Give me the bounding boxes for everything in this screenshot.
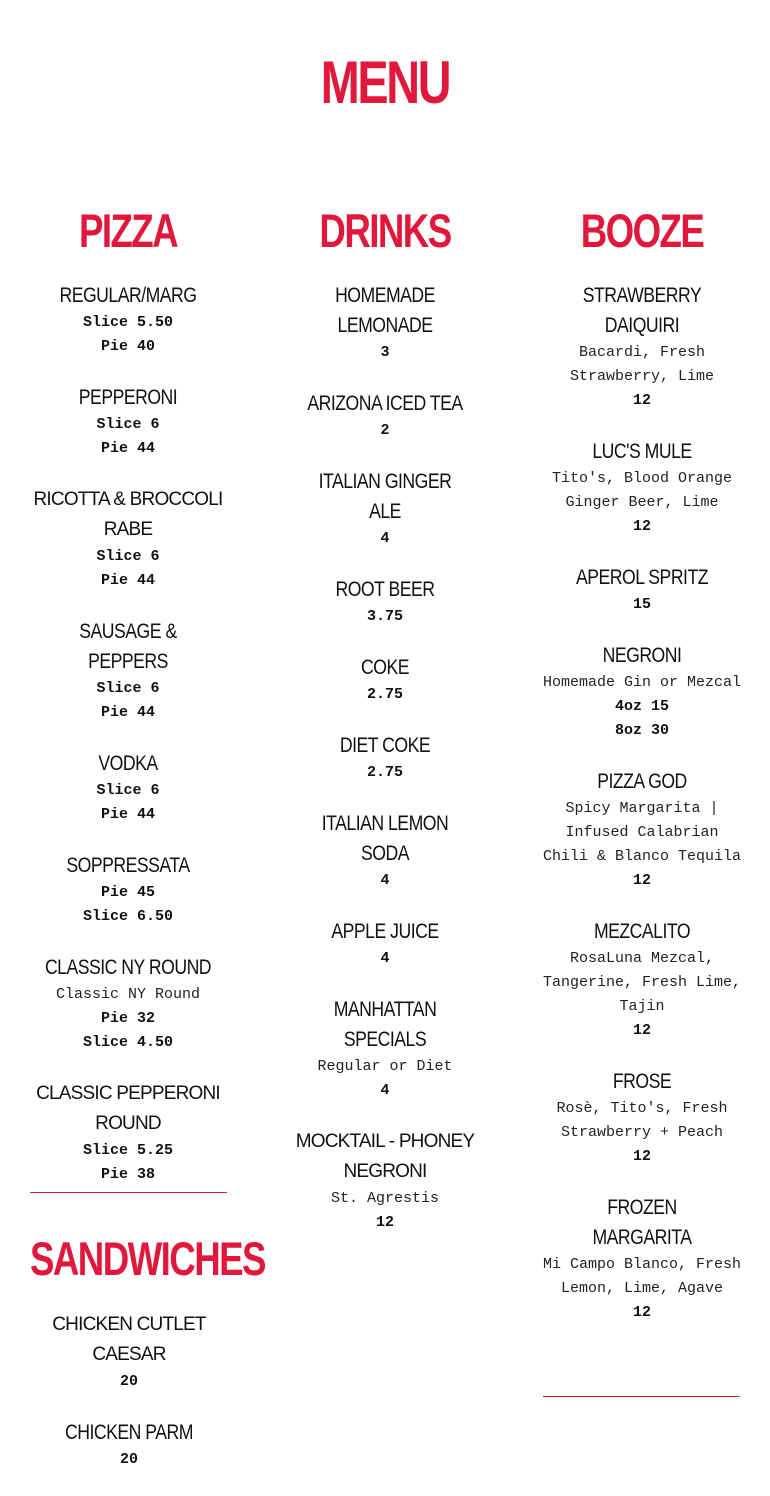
menu-item-description: Homemade Gin or Mezcal [542,674,742,691]
menu-item-name: DIET COKE [339,734,431,757]
menu-item-name: FROSE [612,1070,672,1093]
menu-item [30,1418,228,1472]
menu-item [285,389,485,443]
menu-item-name: CHICKEN CUTLET CAESAR [52,1314,206,1365]
menu-item-price: 12 [632,1148,651,1165]
menu-item-price: 12 [632,1304,651,1321]
menu-item [28,281,228,359]
menu-item-name: ROOT BEER [335,578,435,601]
menu-item-price: 4 [380,1082,390,1099]
menu-item [285,281,485,365]
booze-heading: BOOZE [580,204,704,257]
menu-item-name: CLASSIC NY ROUND [44,956,212,979]
menu-item-name: PIZZA GOD [597,770,687,793]
menu-item-price: 3 [380,344,390,361]
menu-item [285,467,485,551]
menu-item [28,485,228,593]
menu-item [542,1067,742,1169]
menu-item-description: RosaLuna Mezcal, Tangerine, Fresh Lime, Tajin [542,950,742,1015]
sandwiches-heading: SANDWICHES [30,1232,265,1285]
menu-item-price: 8oz 30 [614,722,669,739]
booze-column [542,200,742,1349]
menu-item-name: ARIZONA ICED TEA [307,392,463,415]
menu-item-price: 12 [375,1214,394,1231]
menu-item-name: ITALIAN GINGER ALE [318,470,452,523]
menu-item-name: RICOTTA & BROCCOLI RABE [33,489,223,540]
sandwiches-section [30,1228,265,1496]
menu-item-name: CHICKEN PARM [65,1421,193,1444]
menu-item [28,953,228,1055]
menu-item-description: Rosè, Tito's, Fresh Strawberry + Peach [556,1100,728,1141]
drinks-items [285,281,485,1235]
menu-item [285,575,485,629]
menu-item-price: 4 [380,530,390,547]
page-title: MENU [320,49,450,116]
menu-item [285,1127,485,1235]
menu-item-price: Slice 6 [96,782,160,799]
menu-item [542,281,742,413]
menu-item-name: SAUSAGE & PEPPERS [79,620,177,673]
menu-item [285,653,485,707]
menu-item-price: 15 [632,596,651,613]
pizza-items [28,281,228,1187]
menu-item [542,641,742,743]
menu-item-price: 4 [380,872,390,889]
menu-item-name: MEZCALITO [593,920,691,943]
drinks-heading: DRINKS [319,204,451,257]
drinks-column [285,200,485,1259]
menu-item [285,995,485,1103]
menu-item-price: Slice 5.25 [82,1142,173,1159]
sandwiches-items [30,1310,228,1472]
menu-item-name: APPLE JUICE [331,920,439,943]
menu-item-price: Slice 4.50 [82,1034,173,1051]
booze-divider [543,1396,740,1397]
menu-item-price: Pie 45 [100,884,155,901]
menu-item-price: 3.75 [366,608,403,625]
menu-item-name: APEROL SPRITZ [576,566,708,589]
menu-item [542,917,742,1043]
pizza-divider [30,1192,227,1193]
menu-item [28,383,228,461]
menu-item [30,1310,228,1394]
menu-item-name: COKE [361,656,409,679]
menu-item-price: 20 [119,1373,138,1390]
menu-item-name: LUC'S MULE [592,440,692,463]
menu-item-description: Regular or Diet [317,1058,453,1075]
menu-item-price: 2.75 [366,764,403,781]
menu-item-price: Pie 44 [100,704,155,721]
menu-item-price: Pie 38 [100,1166,155,1183]
menu-item-name: FROZEN MARGARITA [592,1196,692,1249]
menu-item-price: Pie 44 [100,806,155,823]
menu-item-price: 2 [380,422,390,439]
booze-items [542,281,742,1325]
menu-item-price: 4oz 15 [614,698,669,715]
menu-item-price: Slice 6 [96,548,160,565]
menu-item [542,437,742,539]
menu-item-price: 12 [632,872,651,889]
menu-item-name: SOPPRESSATA [66,854,190,877]
menu-item [285,917,485,971]
menu-item-description: Spicy Margarita | Infused Calabrian Chili & Blanco Tequila [542,800,742,865]
menu-item-name: NEGRONI [602,644,682,667]
menu-item-price: Slice 6.50 [82,908,173,925]
menu-item-price: Slice 6 [96,416,160,433]
menu-item [285,809,485,893]
menu-item [542,767,742,893]
menu-item-name: MANHATTAN SPECIALS [333,998,437,1051]
menu-item-name: VODKA [98,752,158,775]
menu-item-price: Pie 44 [100,440,155,457]
menu-item-price: 4 [380,950,390,967]
menu-item-price: Pie 44 [100,572,155,589]
menu-item-description: Tito's, Blood Orange Ginger Beer, Lime [551,470,733,511]
menu-item-name: ITALIAN LEMON SODA [321,812,449,865]
menu-item-price: 12 [632,518,651,535]
menu-item-price: 12 [632,392,651,409]
menu-item-name: PEPPERONI [78,386,178,409]
menu-item-price: 12 [632,1022,651,1039]
pizza-column [28,200,228,1211]
menu-item-price: 20 [119,1451,138,1468]
menu-item-description: Classic NY Round [55,986,201,1003]
menu-item-price: Slice 6 [96,680,160,697]
menu-item-name: REGULAR/MARG [59,284,197,307]
menu-item-description: St. Agrestis [330,1190,440,1207]
menu-item [28,617,228,725]
menu-item [542,1193,742,1325]
menu-item [28,1079,228,1187]
menu-item-price: Slice 5.50 [82,314,173,331]
menu-item-name: HOMEMADE LEMONADE [335,284,435,337]
menu-item-description: Mi Campo Blanco, Fresh Lemon, Lime, Agave [542,1256,742,1297]
menu-item-price: Pie 40 [100,338,155,355]
menu-item-description: Bacardi, Fresh Strawberry, Lime [569,344,715,385]
menu-item-name: STRAWBERRY DAIQUIRI [582,284,702,337]
pizza-heading: PIZZA [78,204,178,257]
menu-item-price: Pie 32 [100,1010,155,1027]
menu-item [28,749,228,827]
menu-item [285,731,485,785]
menu-item [542,563,742,617]
menu-item-name: CLASSIC PEPPERONI ROUND [36,1083,220,1134]
menu-item [28,851,228,929]
menu-item-name: MOCKTAIL - PHONEY NEGRONI [295,1131,475,1182]
menu-item-price: 2.75 [366,686,403,703]
